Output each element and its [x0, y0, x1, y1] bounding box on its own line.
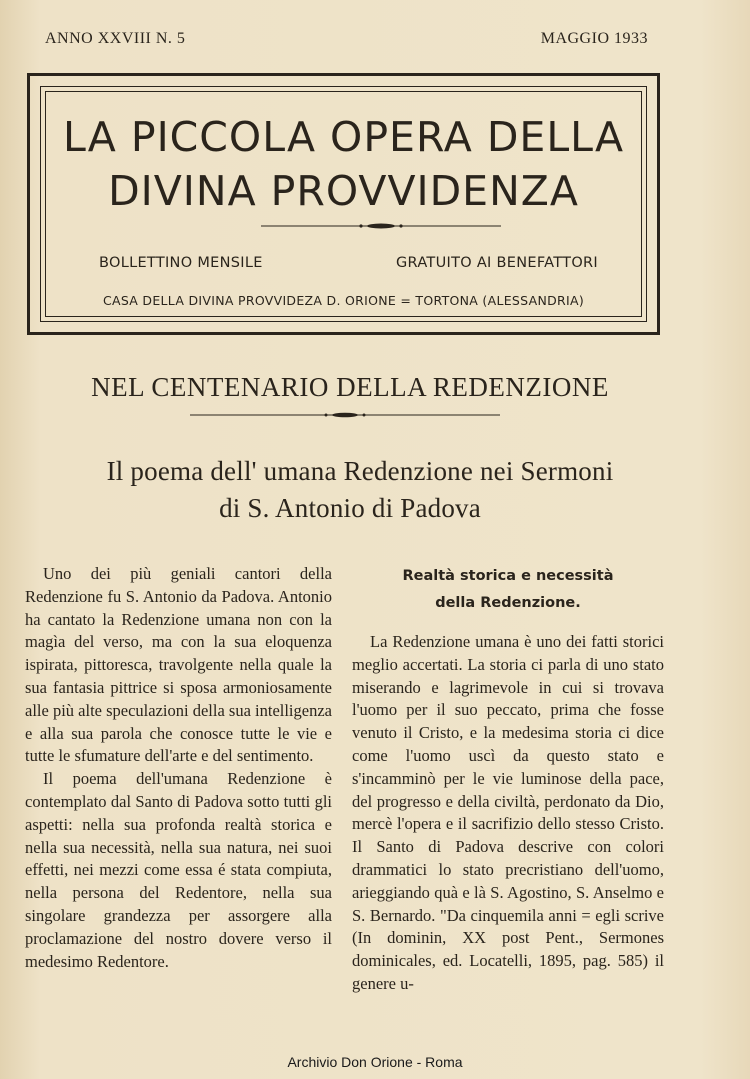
ornament-divider-icon	[261, 223, 501, 229]
masthead-title-line2: DIVINA PROVVIDENZA	[108, 167, 579, 215]
masthead-address: CASA DELLA DIVINA PROVVIDEZA D. ORIONE = TORTONA (ALESSANDRIA)	[102, 293, 585, 308]
ornament-divider-icon	[190, 412, 500, 418]
issue-date: MAGGIO 1933	[540, 30, 648, 47]
subheading	[352, 563, 664, 617]
subheading-line2: della Redenzione.	[435, 595, 581, 611]
left-column	[25, 563, 332, 973]
section-title: NEL CENTENARIO DELLA REDENZIONE	[91, 372, 609, 402]
masthead-frame	[40, 86, 647, 322]
subheading-line1: Realtà storica e necessità	[402, 568, 614, 584]
paragraph: Uno dei più geniali cantori della Redenzione fu S. Antonio da Padova. Antonio ha cantato la Redenzione umana non con la magìa del verso, ma con la sua eloquenza ispirata, pittoresca, travolgente nella quale la sua fantasia pittrice si sposa armoniosamente alle più alte speculazioni della sua intelligenza e alla sua parola che conosce tutte le vie e tutte le sfumature dell'arte e del sentimento.	[25, 564, 332, 766]
archive-footer: Archivio Don Orione - Roma	[287, 1054, 463, 1070]
paragraph: La Redenzione umana è uno dei fatti storici meglio accertati. La storia ci parla di uno stato miserando e lagrimevole in cui si trovava l'uomo per il suo peccato, prima che fosse venuto il Cristo, e la medesima storia ci dice come l'uomo uscì da questo stato e s'incamminò per le vie luminose della pace, del progresso e della civiltà, perdonato da Dio, mercè l'opera e il sacrifizio dello stesso Cristo. Il Santo di Padova descrive con colori drammatici lo stato precristiano dell'uomo, arieggiando quà e là S. Agostino, S. Anselmo e S. Bernardo. "Da cinquemila anni = egli scrive (In dominin, XX post Pent., Sermones dominicales, ed. Locatelli, 1895, pag. 585) il genere u-	[352, 632, 664, 993]
issue-number: ANNO XXVIII N. 5	[45, 30, 186, 47]
masthead-subtitle-left: BOLLETTINO MENSILE	[99, 255, 263, 271]
article-title-line2: di S. Antonio di Padova	[219, 493, 481, 523]
masthead	[27, 73, 660, 335]
masthead-title-line1: LA PICCOLA OPERA DELLA	[62, 113, 625, 161]
masthead-subtitle-right: GRATUITO AI BENEFATTORI	[396, 255, 598, 271]
article-title-line1: Il poema dell' umana Redenzione nei Sermoni	[106, 456, 614, 486]
paragraph: Il poema dell'umana Redenzione è contemplato dal Santo di Padova sotto tutti gli aspetti: nella sua profonda realtà storica e nella sua necessità, nella sua natura, nei suoi effetti, nei mezzi come essa é stata compiuta, nella persona del Redentore, nella sua singolare grandezza per assorgere alla proclamazione del nostro dovere verso il medesimo Redentore.	[25, 769, 332, 971]
right-column	[352, 563, 664, 996]
